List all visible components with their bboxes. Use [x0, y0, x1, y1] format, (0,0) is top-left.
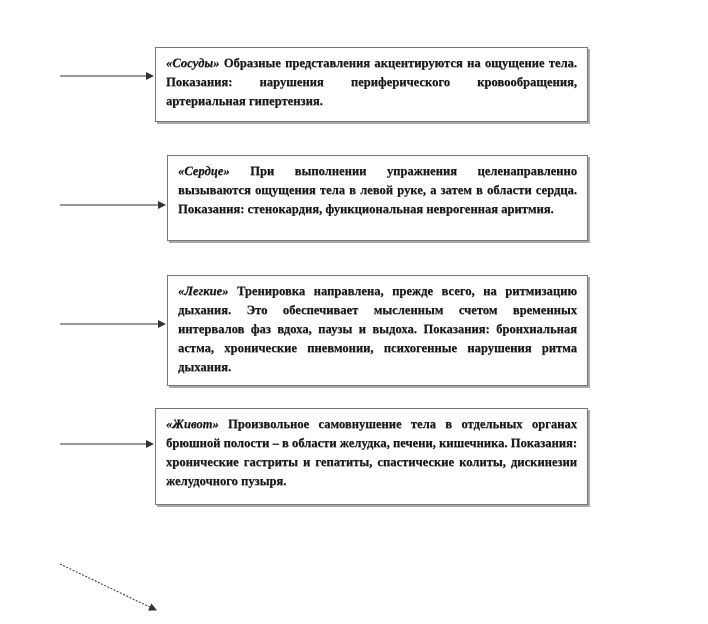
- vessels-text: Образные представления акцентируются на ощущение тела. Показания: нарушения периферического кровообращения, артериальная гипертензия.: [166, 56, 577, 108]
- lungs-title: «Легкие»: [178, 284, 229, 298]
- arrow-diagonal-continuation: [60, 564, 156, 610]
- abdomen-title: «Живот»: [166, 417, 219, 431]
- abdomen-text: Произвольное самовнушение тела в отдельных органах брюшной полости – в области желудка, печени, кишечника. Показания: хронические гастриты и гепатиты, спастические колиты, дискинезии желудочного пузыря.: [166, 417, 577, 488]
- heart-text: При выполнении упражнения целенаправленно вызываются ощущения тела в левой руке, а затем в области сердца. Показания: стенокардия, функциональная неврогенная аритмия.: [178, 164, 577, 216]
- heart-title: «Сердце»: [178, 164, 230, 178]
- lungs-box: [167, 275, 588, 386]
- heart-box: [167, 155, 588, 241]
- lungs-text: Тренировка направлена, прежде всего, на ритмизацию дыхания. Это обеспечивает мысленным счетом временных интервалов фаз вдоха, паузы и выдоха. Показания: бронхиальная астма, хронические пневмонии, психогенные нарушения ритма дыхания.: [178, 284, 577, 374]
- vessels-box: [155, 47, 588, 122]
- abdomen-box: [155, 408, 588, 505]
- vessels-title: «Сосуды»: [166, 56, 220, 70]
